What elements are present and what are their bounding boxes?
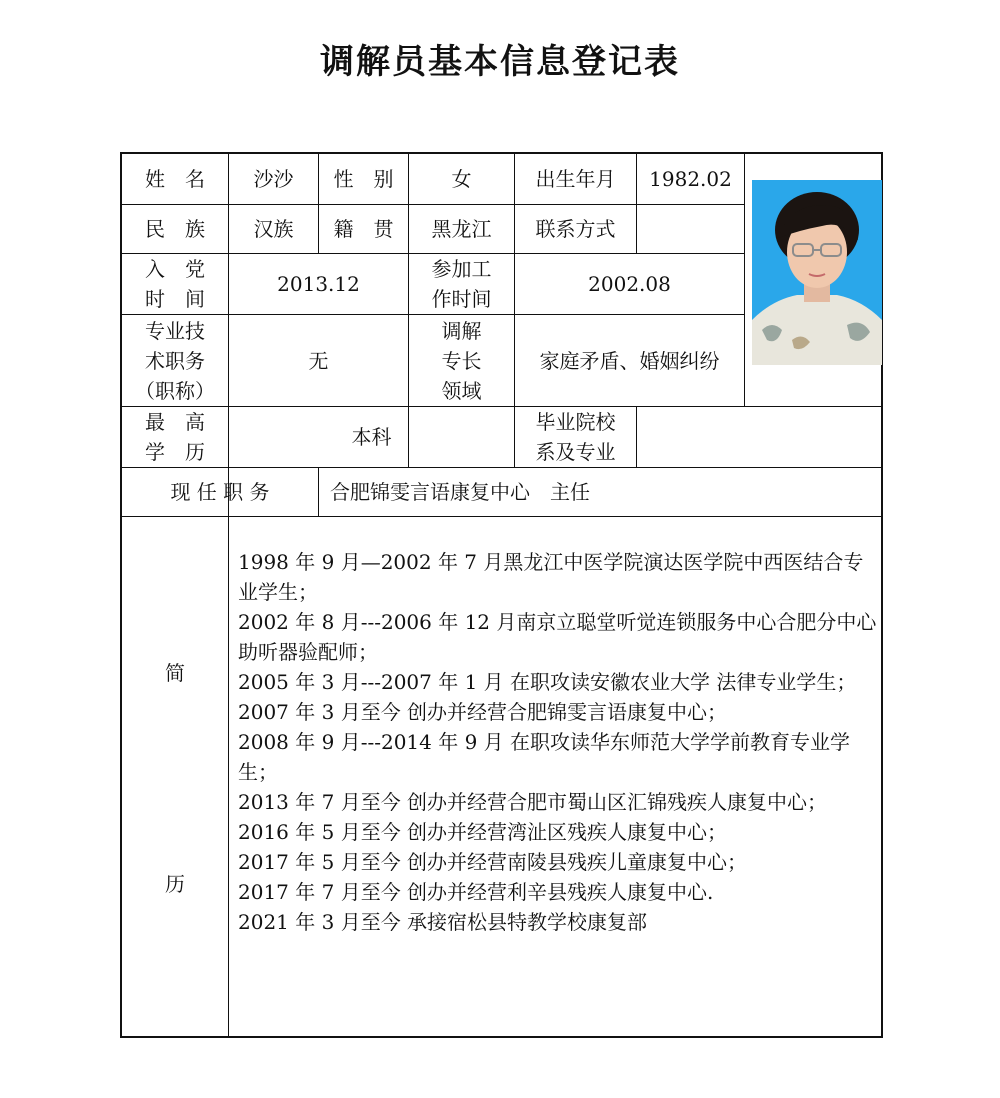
- origin-value: 黑龙江: [431, 217, 492, 241]
- resume-item: 2013 年 7 月至今 创办并经营合肥市蜀山区汇锦残疾人康复中心；: [238, 790, 828, 814]
- resume-item: 2007 年 3 月至今 创办并经营合肥锦雯言语康复中心；: [238, 700, 728, 724]
- party-value: 2013.12: [277, 272, 360, 296]
- professional-title-label: 专业技 术职务 （职称）: [135, 318, 215, 403]
- mediation-specialty-label: 调解 专长 领域: [441, 318, 482, 403]
- resume-item: 2021 年 3 月至今 承接宿松县特教学校康复部: [238, 910, 648, 934]
- current-position-value: 合肥锦雯言语康复中心 主任: [330, 480, 590, 504]
- contact-value[interactable]: [637, 205, 744, 253]
- resume-item: 1998 年 9 月—2002 年 7 月黑龙江中医学院演达医学院中西医结合专业学生；: [238, 550, 864, 604]
- portrait-photo: [752, 180, 882, 365]
- work-start-value: 2002.08: [588, 272, 671, 296]
- gender-label: 性 别: [333, 167, 394, 191]
- ethnicity-label: 民 族: [145, 217, 205, 241]
- ethnicity-value: 汉族: [253, 217, 294, 241]
- resume-item: 2017 年 7 月至今 创办并经营利辛县残疾人康复中心.: [238, 880, 714, 904]
- contact-label: 联系方式: [535, 217, 616, 241]
- current-position-label: 现 任 职 务: [170, 480, 270, 504]
- professional-title-value: 无: [308, 348, 329, 373]
- resume-item: 2005 年 3 月---2007 年 1 月 在职攻读安徽农业大学 法律专业学生；: [238, 670, 857, 694]
- education-value: 本科: [351, 425, 392, 449]
- resume-list: [238, 547, 878, 937]
- resume-item: 2016 年 5 月至今 创办并经营湾沚区残疾人康复中心；: [238, 820, 728, 844]
- resume-label-second: 历: [165, 872, 185, 896]
- name-value: 沙沙: [253, 167, 294, 191]
- person-photo-icon: [752, 180, 882, 365]
- education-label: 最 高 学 历: [145, 410, 205, 464]
- name-label: 姓 名: [145, 167, 205, 191]
- party-label: 入 党 时 间: [145, 257, 205, 311]
- school-major-value[interactable]: [637, 407, 881, 467]
- origin-label: 籍 贯: [333, 217, 394, 241]
- work-start-label: 参加工 作时间: [431, 257, 492, 311]
- resume-item: 2002 年 8 月---2006 年 12 月南京立聪堂听觉连锁服务中心合肥分中心助听器验配师；: [238, 610, 877, 664]
- school-major-label: 毕业院校 系及专业: [535, 410, 616, 464]
- resume-label-first: 简: [165, 661, 185, 685]
- mediation-specialty-value: 家庭矛盾、婚姻纠纷: [539, 348, 720, 373]
- resume-item: 2008 年 9 月---2014 年 9 月 在职攻读华东师范大学学前教育专业学生；: [238, 730, 851, 784]
- gender-value: 女: [451, 167, 472, 191]
- form-title: 调解员基本信息登记表: [320, 42, 680, 82]
- birth-value: 1982.02: [649, 167, 732, 191]
- birth-label: 出生年月: [535, 167, 616, 191]
- resume-item: 2017 年 5 月至今 创办并经营南陵县残疾儿童康复中心；: [238, 850, 748, 874]
